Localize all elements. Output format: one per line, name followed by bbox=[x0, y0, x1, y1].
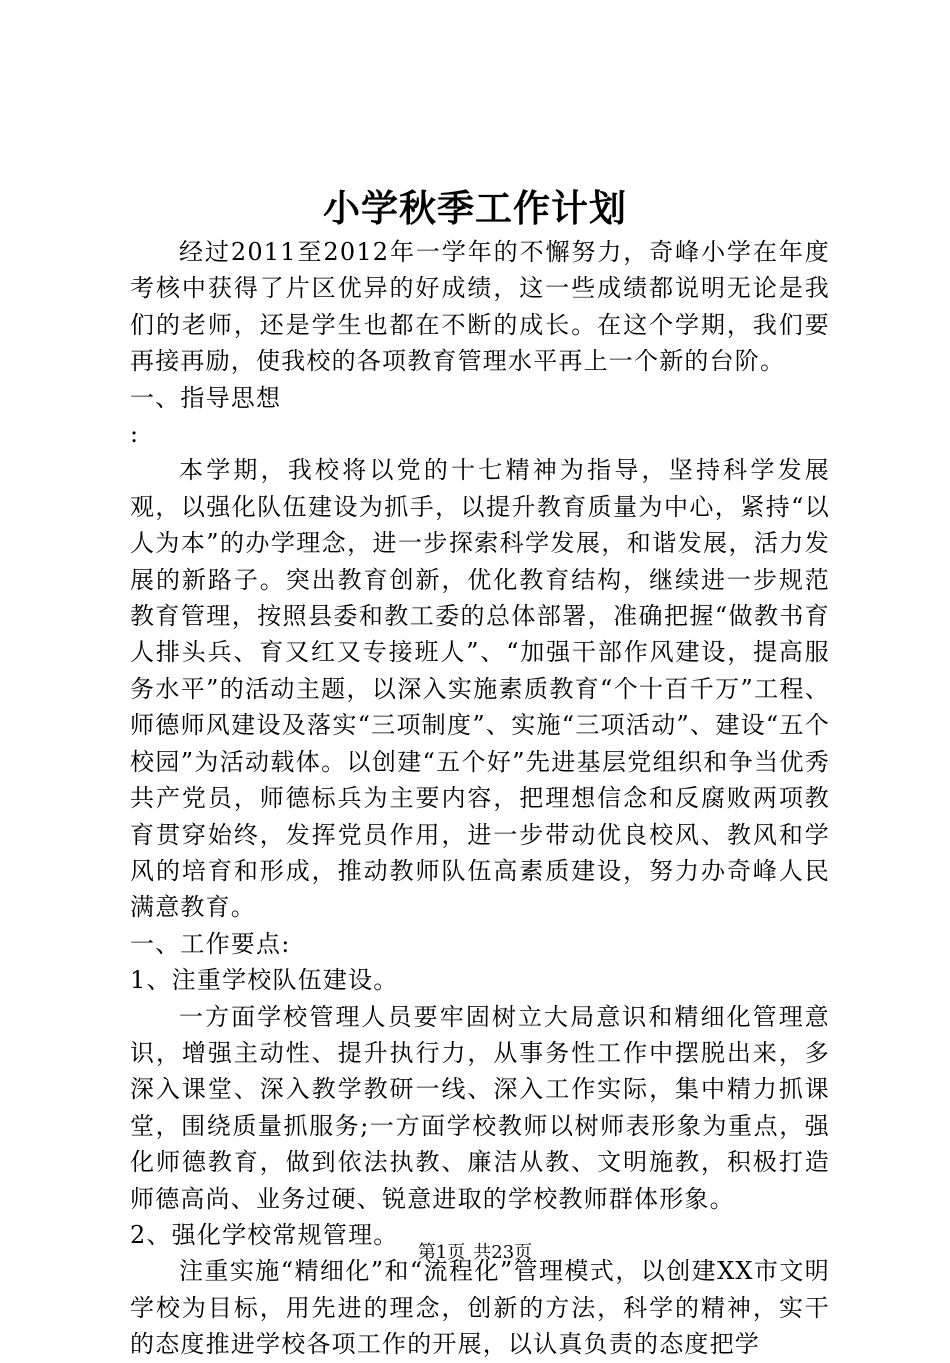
section-heading-work-points: 一、工作要点: bbox=[130, 929, 291, 958]
guiding-ideology-paragraph: 本学期，我校将以党的十七精神为指导，坚持科学发展观，以强化队伍建设为抓手，以提升教育质量为中心，紧持“以人为本”的办学理念，进一步探索科学发展，和谐发展，活力发展的新路子。突出教育创新，优化教育结构，继续进一步规范教育管理，按照县委和教工委的总体部署，准确把握“做教书育人排头兵、育又红又专接班人”、“加强干部作风建设，提高服务水平”的活动主题，以深入实施素质教育“个十百千万”工程、师德师风建设及落实“三项制度”、实施“三项活动”、建设“五个校园”为活动载体。以创建“五个好”先进基层党组织和争当优秀共产党员，师德标兵为主要内容，把理想信念和反腐败两项教育贯穿始终，发挥党员作用，进一步带动优良校风、教风和学风的培育和形成，推动教师队伍高素质建设，努力办奇峰人民满意教育。 bbox=[130, 456, 830, 922]
team-building-paragraph: 一方面学校管理人员要牢固树立大局意识和精细化管理意识，增强主动性、提升执行力，从事务性工作中摆脱出来，多深入课堂、深入教学教研一线、深入工作实际，集中精力抓课堂，围绕质量抓服务;一方面学校教师以树师表形象为重点，强化师德教育，做到依法执教、廉洁从教、文明施教，积极打造师德高尚、业务过硬、锐意进取的学校教师群体形象。 bbox=[130, 1002, 830, 1213]
item-heading-team-building: 1、注重学校队伍建设。 bbox=[130, 966, 399, 995]
item-heading-routine-management: 2、强化学校常规管理。 bbox=[130, 1220, 399, 1249]
section-heading-guiding-ideology: 一、指导思想 bbox=[130, 383, 282, 412]
document-title: 小学秋季工作计划 bbox=[323, 186, 627, 230]
section-heading-colon: : bbox=[130, 420, 140, 449]
routine-management-paragraph: 注重实施“精细化”和“流程化”管理模式，以创建XX市文明学校为目标，用先进的理念，创新的方法，科学的精神，实干的态度推进学校各项工作的开展，以认真负责的态度把学 bbox=[130, 1257, 830, 1359]
document-body bbox=[130, 234, 830, 1363]
page-footer bbox=[0, 1240, 950, 1266]
page-number: 第1页 bbox=[417, 1242, 466, 1263]
intro-paragraph: 经过2011至2012年一学年的不懈努力，奇峰小学在年度考核中获得了片区优异的好成绩，这一些成绩都说明无论是我们的老师，还是学生也都在不断的成长。在这个学期，我们要再接再励，使我校的各项教育管理水平再上一个新的台阶。 bbox=[130, 238, 830, 376]
page-total: 共23页 bbox=[473, 1242, 533, 1263]
